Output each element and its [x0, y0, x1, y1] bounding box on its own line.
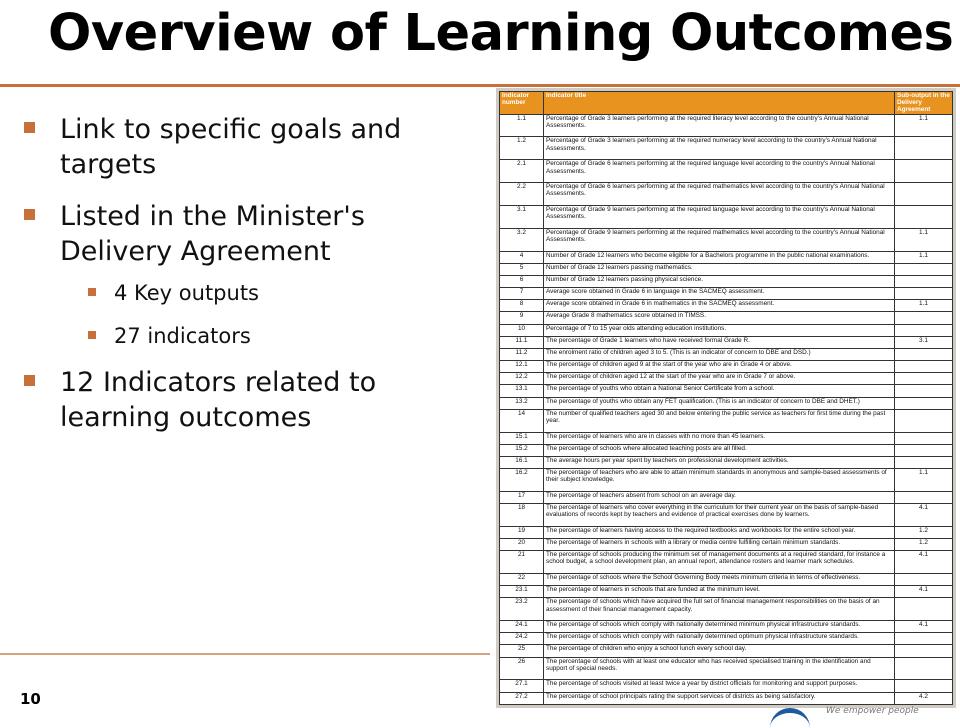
bullet-list: [22, 112, 422, 452]
indicator-table: [499, 91, 953, 705]
sub-output-cell: [895, 205, 953, 228]
sub-output-cell: [895, 397, 953, 409]
bullet-item: [22, 199, 422, 348]
table-row: [500, 526, 953, 538]
page-number: 10: [20, 690, 41, 708]
column-header-sub-output: Sub-output in the Delivery Agreement: [895, 92, 953, 115]
sub-output-cell: 4.1: [895, 586, 953, 598]
indicator-number-cell: 7: [500, 288, 544, 300]
logo-tagline: We empower people: [826, 706, 919, 716]
table-row: [500, 444, 953, 456]
indicator-title-cell: The percentage of learners having access to the required textbooks and workbooks for the entire school year.: [544, 526, 895, 538]
square-bullet-icon: [24, 209, 35, 220]
indicator-number-cell: 24.2: [500, 633, 544, 645]
table-row: [500, 373, 953, 385]
table-row: [500, 692, 953, 704]
indicator-number-cell: 20: [500, 539, 544, 551]
indicator-title-cell: The percentage of learners in schools with a library or media centre fulfilling certain minimum standards.: [544, 539, 895, 551]
indicator-table-image: [496, 88, 956, 708]
sub-output-cell: [895, 324, 953, 336]
table-row: [500, 300, 953, 312]
indicator-number-cell: 15.1: [500, 432, 544, 444]
sub-output-cell: 1.1: [895, 114, 953, 137]
indicator-title-cell: Percentage of 7 to 15 year olds attending education institutions.: [544, 324, 895, 336]
indicator-title-cell: The percentage of learners in schools that are funded at the minimum level.: [544, 586, 895, 598]
table-row: [500, 385, 953, 397]
indicator-title-cell: Number of Grade 12 learners passing physical science.: [544, 275, 895, 287]
indicator-number-cell: 8: [500, 300, 544, 312]
indicator-number-cell: 1.2: [500, 137, 544, 160]
indicator-number-cell: 19: [500, 526, 544, 538]
table-header-row: [500, 92, 953, 115]
indicator-title-cell: The percentage of youths who obtain any FET qualification. (This is an indicator of concern to DBE and DHET.): [544, 397, 895, 409]
indicator-number-cell: 9: [500, 312, 544, 324]
square-bullet-icon: [88, 331, 96, 339]
table-row: [500, 586, 953, 598]
sub-output-cell: 4.1: [895, 551, 953, 574]
table-row: [500, 263, 953, 275]
indicator-number-cell: 21: [500, 551, 544, 574]
sub-output-cell: [895, 160, 953, 183]
indicator-number-cell: 17: [500, 491, 544, 503]
table-row: [500, 456, 953, 468]
indicator-number-cell: 11.1: [500, 336, 544, 348]
indicator-number-cell: 23.2: [500, 598, 544, 621]
sub-output-cell: [895, 312, 953, 324]
table-row: [500, 275, 953, 287]
table-row: [500, 469, 953, 492]
table-row: [500, 539, 953, 551]
indicator-title-cell: Average score obtained in Grade 6 in mathematics in the SACMEQ assessment.: [544, 300, 895, 312]
indicator-title-cell: The percentage of schools where allocated teaching posts are all filled.: [544, 444, 895, 456]
indicator-title-cell: The percentage of youths who obtain a National Senior Certificate from a school.: [544, 385, 895, 397]
sub-output-cell: [895, 183, 953, 206]
indicator-number-cell: 27.1: [500, 680, 544, 692]
indicator-title-cell: The percentage of schools visited at least twice a year by district officials for monitoring and support purposes.: [544, 680, 895, 692]
table-row: [500, 336, 953, 348]
indicator-title-cell: The percentage of children aged 12 at the start of the year who are in Grade 7 or above.: [544, 373, 895, 385]
table-row: [500, 491, 953, 503]
indicator-title-cell: The percentage of teachers absent from school on an average day.: [544, 491, 895, 503]
indicator-number-cell: 12.1: [500, 361, 544, 373]
indicator-title-cell: Percentage of Grade 9 learners performing at the required mathematics level according to the country's Annual National Assessments.: [544, 228, 895, 251]
sub-output-cell: [895, 385, 953, 397]
sub-output-cell: [895, 456, 953, 468]
indicator-number-cell: 4: [500, 251, 544, 263]
indicator-number-cell: 25: [500, 645, 544, 657]
table-row: [500, 551, 953, 574]
sub-bullet-text: 4 Key outputs: [114, 281, 259, 305]
table-row: [500, 114, 953, 137]
indicator-number-cell: 2.1: [500, 160, 544, 183]
table-row: [500, 432, 953, 444]
sub-output-cell: [895, 288, 953, 300]
table-row: [500, 361, 953, 373]
table-row: [500, 137, 953, 160]
sub-output-cell: [895, 444, 953, 456]
indicator-title-cell: The percentage of schools which have acquired the full set of financial management responsibilities on the basis of an assessment of their financial management capacity.: [544, 598, 895, 621]
indicator-title-cell: Percentage of Grade 6 learners performing at the required mathematics level according to the country's Annual National Assessments.: [544, 183, 895, 206]
indicator-number-cell: 24.1: [500, 621, 544, 633]
table-row: [500, 251, 953, 263]
sub-output-cell: 1.1: [895, 228, 953, 251]
indicator-number-cell: 13.1: [500, 385, 544, 397]
indicator-number-cell: 18: [500, 504, 544, 527]
indicator-title-cell: The percentage of school principals rating the support services of districts as being satisfactory.: [544, 692, 895, 704]
sub-output-cell: [895, 348, 953, 360]
indicator-title-cell: The percentage of Grade 1 learners who have received formal Grade R.: [544, 336, 895, 348]
footer-divider: [0, 653, 490, 655]
indicator-title-cell: The percentage of children aged 9 at the start of the year who are in Grade 4 or above.: [544, 361, 895, 373]
indicator-title-cell: Percentage of Grade 3 learners performing at the required literacy level according to the country's Annual National Assessments.: [544, 114, 895, 137]
indicator-number-cell: 14: [500, 409, 544, 432]
table-row: [500, 409, 953, 432]
sub-bullet-text: 27 indicators: [114, 324, 251, 348]
table-row: [500, 574, 953, 586]
sub-output-cell: [895, 361, 953, 373]
indicator-title-cell: Percentage of Grade 9 learners performing at the required language level according to the country's Annual National Assessments.: [544, 205, 895, 228]
indicator-title-cell: The enrolment ratio of children aged 3 to 5. (This is an indicator of concern to DBE and DSD.): [544, 348, 895, 360]
title-divider: [0, 84, 960, 87]
square-bullet-icon: [24, 375, 35, 386]
sub-output-cell: [895, 137, 953, 160]
sub-output-cell: 1.1: [895, 251, 953, 263]
indicator-number-cell: 6: [500, 275, 544, 287]
indicator-number-cell: 15.2: [500, 444, 544, 456]
indicator-number-cell: 1.1: [500, 114, 544, 137]
indicator-title-cell: The percentage of schools with at least one educator who has received specialised training in the identification and support of special needs.: [544, 657, 895, 680]
sub-output-cell: 3.1: [895, 336, 953, 348]
table-row: [500, 598, 953, 621]
sub-bullet-item: [74, 324, 422, 348]
table-row: [500, 621, 953, 633]
slide-title: Overview of Learning Outcomes: [48, 4, 954, 63]
indicator-title-cell: The number of qualified teachers aged 30 and below entering the public service as teachers for first time during the past year.: [544, 409, 895, 432]
table-row: [500, 348, 953, 360]
indicator-title-cell: Percentage of Grade 3 learners performing at the required numeracy level according to the country's Annual National Assessments.: [544, 137, 895, 160]
sub-output-cell: [895, 263, 953, 275]
table-row: [500, 633, 953, 645]
indicator-title-cell: The percentage of schools which comply with nationally determined minimum physical infrastructure standards.: [544, 621, 895, 633]
indicator-title-cell: Number of Grade 12 learners who become eligible for a Bachelors programme in the public national examinations.: [544, 251, 895, 263]
indicator-title-cell: The percentage of learners who cover everything in the curriculum for their current year on the basis of sample-based evaluations of records kept by teachers and evidence of practical exercises done by learners.: [544, 504, 895, 527]
sub-output-cell: 1.1: [895, 469, 953, 492]
square-bullet-icon: [88, 288, 96, 296]
sub-output-cell: [895, 633, 953, 645]
table-row: [500, 160, 953, 183]
indicator-title-cell: Percentage of Grade 6 learners performing at the required language level according to the country's Annual National Assessments.: [544, 160, 895, 183]
bullet-text: Listed in the Minister's Delivery Agreement: [60, 201, 365, 267]
sub-output-cell: [895, 645, 953, 657]
sub-bullet-item: [74, 281, 422, 305]
sub-output-cell: 4.1: [895, 504, 953, 527]
indicator-title-cell: The percentage of schools which comply with nationally determined optimum physical infrastructure standards.: [544, 633, 895, 645]
sub-output-cell: 1.2: [895, 526, 953, 538]
sub-output-cell: [895, 657, 953, 680]
indicator-number-cell: 11.2: [500, 348, 544, 360]
indicator-title-cell: The percentage of learners who are in classes with no more than 45 learners.: [544, 432, 895, 444]
table-row: [500, 312, 953, 324]
indicator-number-cell: 3.2: [500, 228, 544, 251]
table-row: [500, 183, 953, 206]
bullet-item: [22, 112, 422, 182]
indicator-title-cell: Average Grade 8 mathematics score obtained in TIMSS.: [544, 312, 895, 324]
indicator-number-cell: 22: [500, 574, 544, 586]
table-row: [500, 504, 953, 527]
sub-output-cell: 1.2: [895, 539, 953, 551]
sub-output-cell: [895, 373, 953, 385]
indicator-title-cell: Average score obtained in Grade 6 in language in the SACMEQ assessment.: [544, 288, 895, 300]
indicator-number-cell: 16.2: [500, 469, 544, 492]
indicator-number-cell: 2.2: [500, 183, 544, 206]
table-row: [500, 228, 953, 251]
sub-output-cell: [895, 432, 953, 444]
table-row: [500, 288, 953, 300]
indicator-number-cell: 23.1: [500, 586, 544, 598]
sub-output-cell: [895, 275, 953, 287]
bullet-item: [22, 365, 422, 435]
indicator-title-cell: The percentage of schools producing the minimum set of management documents at a required standard, for instance a school budget, a school development plan, an annual report, attendance rosters and learner mark schedules.: [544, 551, 895, 574]
sub-output-cell: 4.1: [895, 621, 953, 633]
indicator-number-cell: 12.2: [500, 373, 544, 385]
square-bullet-icon: [24, 122, 35, 133]
indicator-title-cell: The average hours per year spent by teachers on professional development activities.: [544, 456, 895, 468]
table-row: [500, 324, 953, 336]
indicator-number-cell: 3.1: [500, 205, 544, 228]
indicator-number-cell: 13.2: [500, 397, 544, 409]
table-row: [500, 680, 953, 692]
indicator-number-cell: 10: [500, 324, 544, 336]
indicator-number-cell: 5: [500, 263, 544, 275]
indicator-title-cell: Number of Grade 12 learners passing mathematics.: [544, 263, 895, 275]
sub-output-cell: [895, 598, 953, 621]
sub-output-cell: [895, 491, 953, 503]
table-row: [500, 657, 953, 680]
table-row: [500, 645, 953, 657]
column-header-indicator-title: Indicator title: [544, 92, 895, 115]
table-row: [500, 397, 953, 409]
indicator-title-cell: The percentage of teachers who are able to attain minimum standards in anonymous and sample-based assessments of their subject knowledge.: [544, 469, 895, 492]
bullet-text: 12 Indicators related to learning outcomes: [60, 367, 377, 433]
table-body: [500, 114, 953, 704]
indicator-title-cell: The percentage of schools where the School Governing Body meets minimum criteria in terms of effectiveness.: [544, 574, 895, 586]
indicator-number-cell: 26: [500, 657, 544, 680]
logo-icon: [770, 708, 810, 728]
sub-output-cell: 4.2: [895, 692, 953, 704]
sub-output-cell: [895, 574, 953, 586]
indicator-number-cell: 27.2: [500, 692, 544, 704]
sub-bullet-list: [60, 281, 422, 348]
sub-output-cell: [895, 680, 953, 692]
indicator-title-cell: The percentage of children who enjoy a school lunch every school day.: [544, 645, 895, 657]
bullet-text: Link to specific goals and targets: [60, 114, 402, 180]
sub-output-cell: 1.1: [895, 300, 953, 312]
table-row: [500, 205, 953, 228]
sub-output-cell: [895, 409, 953, 432]
column-header-indicator-number: Indicator number: [500, 92, 544, 115]
indicator-number-cell: 16.1: [500, 456, 544, 468]
